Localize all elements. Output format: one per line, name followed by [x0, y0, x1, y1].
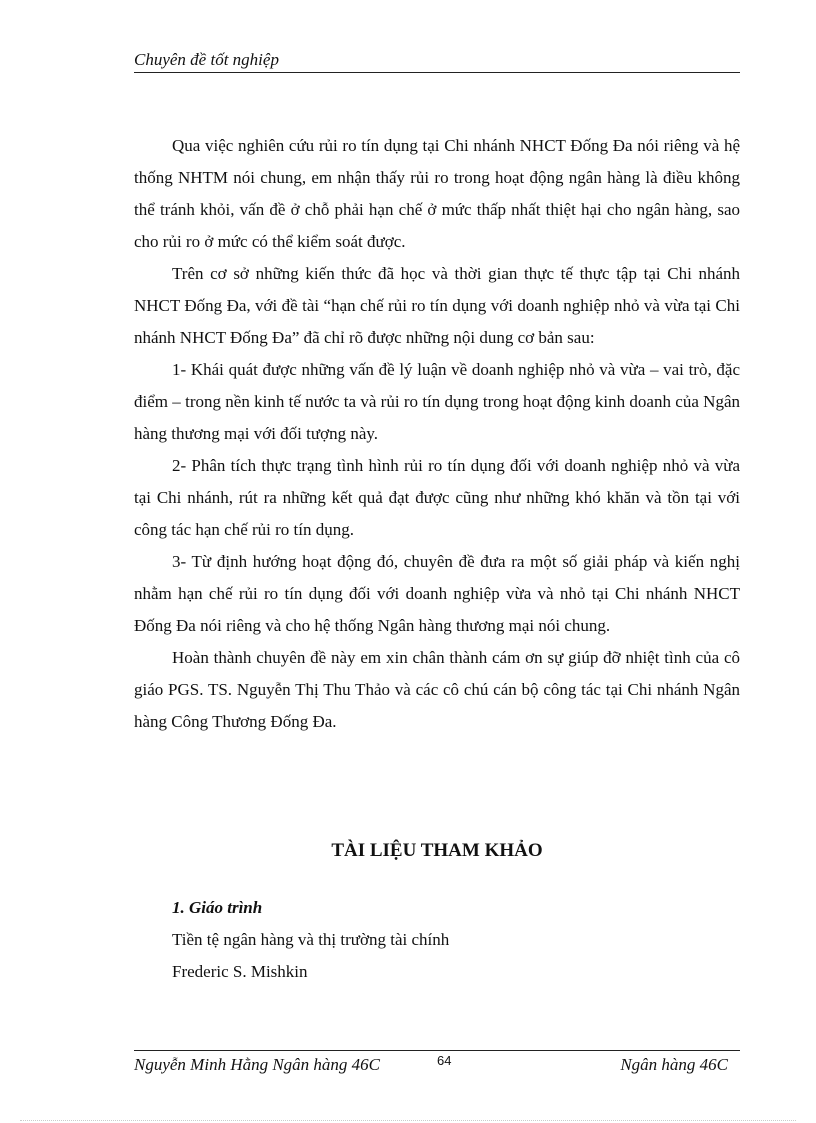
page-bottom-border	[20, 1120, 796, 1121]
reference-book-title: Tiền tệ ngân hàng và thị trường tài chính	[172, 930, 450, 949]
body-text	[134, 130, 740, 738]
page-header	[134, 50, 740, 73]
reference-book-author: Frederic S. Mishkin	[172, 962, 308, 981]
paragraph: Hoàn thành chuyên đề này em xin chân thành cám ơn sự giúp đỡ nhiệt tình của cô giáo PGS. TS. Nguyễn Thị Thu Thảo và các cô chú cán bộ công tác tại Chi nhánh Ngân hàng Công Thương Đống Đa.	[134, 648, 740, 731]
header-title: Chuyên đề tốt nghiệp	[134, 50, 279, 69]
paragraph: 2- Phân tích thực trạng tình hình rủi ro tín dụng đối với doanh nghiệp nhỏ và vừa tại Chi nhánh, rút ra những kết quả đạt được cũng như những khó khăn và tồn tại với công tác hạn chế rủi ro tín dụng.	[134, 456, 740, 539]
reference-section-heading: 1. Giáo trình	[172, 898, 263, 917]
references-title: TÀI LIỆU THAM KHẢO	[331, 840, 543, 861]
paragraph: 1- Khái quát được những vấn đề lý luận về doanh nghiệp nhỏ và vừa – vai trò, đặc điểm – trong nền kinh tế nước ta và rủi ro tín dụng trong hoạt động kinh doanh của Ngân hàng thương mại với đối tượng này.	[134, 360, 740, 443]
paragraph: Trên cơ sở những kiến thức đã học và thời gian thực tế thực tập tại Chi nhánh NHCT Đống Đa, với đề tài “hạn chế rủi ro tín dụng với doanh nghiệp nhỏ và vừa tại Chi nhánh NHCT Đống Đa” đã chỉ rõ được những nội dung cơ bản sau:	[134, 264, 740, 347]
paragraph: Qua việc nghiên cứu rủi ro tín dụng tại Chi nhánh NHCT Đống Đa nói riêng và hệ thống NHTM nói chung, em nhận thấy rủi ro trong hoạt động ngân hàng là điều không thể tránh khỏi, vấn đề ở chỗ phải hạn chế ở mức thấp nhất thiệt hại cho ngân hàng, sao cho rủi ro ở mức có thể kiểm soát được.	[134, 136, 740, 251]
footer-divider	[134, 1050, 740, 1051]
page-number: 64	[437, 1053, 452, 1068]
paragraph: 3- Từ định hướng hoạt động đó, chuyên đề đưa ra một số giải pháp và kiến nghị nhằm hạn chế rủi ro tín dụng đối với doanh nghiệp vừa và nhỏ tại Chi nhánh NHCT Đống Đa nói riêng và cho hệ thống Ngân hàng thương mại nói chung.	[134, 552, 740, 635]
footer-author: Nguyễn Minh Hằng Ngân hàng 46C	[134, 1055, 381, 1074]
references-section	[172, 892, 732, 988]
footer-course: Ngân hàng 46C	[620, 1055, 728, 1074]
